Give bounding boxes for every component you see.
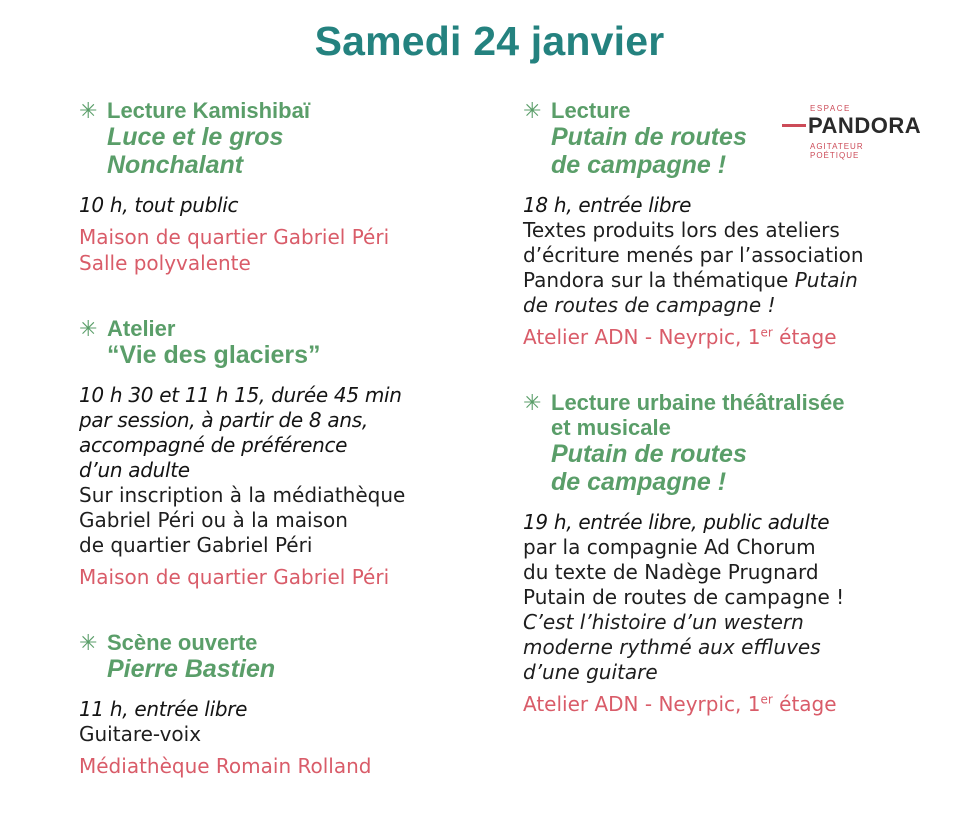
desc-line: moderne rythmé aux effluves bbox=[523, 635, 821, 659]
event-title: Putain de routes bbox=[551, 123, 747, 151]
desc-line: Putain de routes de campagne ! bbox=[523, 585, 845, 609]
place-line: Salle polyvalente bbox=[79, 251, 251, 275]
desc-line: du texte de Nadège Prugnard bbox=[523, 560, 819, 584]
place-line: Maison de quartier Gabriel Péri bbox=[79, 565, 390, 589]
event-time: 19 h, entrée libre, public adulte bbox=[523, 510, 830, 534]
page-title: Samedi 24 janvier bbox=[314, 18, 665, 64]
desc-line: d’écriture menés par l’association bbox=[523, 243, 864, 267]
event-type: Lecture bbox=[551, 98, 631, 123]
desc-line: de routes de campagne ! bbox=[523, 293, 776, 317]
event-time: 18 h, entrée libre bbox=[523, 193, 692, 217]
event-description bbox=[523, 535, 923, 685]
event-type: Scène ouverte bbox=[107, 630, 258, 655]
event-time: 10 h, tout public bbox=[79, 193, 239, 217]
right-column bbox=[523, 98, 923, 717]
event-description: Guitare-voix bbox=[79, 722, 202, 746]
event-place: Atelier ADN - Neyrpic, 1er étage bbox=[523, 325, 837, 349]
event-place: Atelier ADN - Neyrpic, 1er étage bbox=[523, 692, 837, 716]
event-lecture bbox=[523, 98, 923, 350]
desc-line: par la compagnie Ad Chorum bbox=[523, 535, 816, 559]
event-type-continued: et musicale bbox=[551, 415, 671, 440]
desc-line: Gabriel Péri ou à la maison bbox=[79, 508, 348, 532]
event-time bbox=[79, 383, 499, 483]
event-atelier bbox=[79, 316, 499, 590]
event-scene-ouverte bbox=[79, 630, 499, 779]
logo-main-text: PANDORA bbox=[808, 113, 922, 138]
desc-line: Pandora sur la thématique Putain bbox=[523, 268, 858, 292]
event-title: Nonchalant bbox=[107, 151, 244, 179]
star-icon: ✳ bbox=[79, 630, 98, 655]
desc-italic: Putain bbox=[794, 268, 858, 292]
desc-line: Textes produits lors des ateliers bbox=[523, 218, 840, 242]
desc-line: de quartier Gabriel Péri bbox=[79, 533, 313, 557]
event-description bbox=[523, 218, 923, 318]
star-icon: ✳ bbox=[79, 316, 98, 341]
time-line: 10 h 30 et 11 h 15, durée 45 min bbox=[79, 383, 402, 407]
left-column bbox=[79, 98, 499, 819]
star-icon: ✳ bbox=[79, 98, 98, 123]
time-line: d’un adulte bbox=[79, 458, 190, 482]
star-icon: ✳ bbox=[523, 98, 542, 123]
event-type: Lecture urbaine théâtralisée bbox=[551, 390, 845, 415]
place-line: Maison de quartier Gabriel Péri bbox=[79, 225, 390, 249]
event-description bbox=[79, 483, 499, 558]
event-title: de campagne ! bbox=[551, 151, 727, 179]
event-kamishibai bbox=[79, 98, 499, 276]
place-line: Médiathèque Romain Rolland bbox=[79, 754, 372, 778]
event-place bbox=[79, 753, 499, 779]
desc-line: C’est l’histoire d’un western bbox=[523, 610, 804, 634]
event-type: Lecture Kamishibaï bbox=[107, 98, 310, 123]
time-line: accompagné de préférence bbox=[79, 433, 348, 457]
star-icon: ✳ bbox=[523, 390, 542, 415]
desc-line: d’une guitare bbox=[523, 660, 658, 684]
event-time: 11 h, entrée libre bbox=[79, 697, 248, 721]
event-place bbox=[79, 564, 499, 590]
event-title: Pierre Bastien bbox=[107, 655, 276, 683]
event-title: Luce et le gros bbox=[107, 123, 284, 151]
desc-line: Sur inscription à la médiathèque bbox=[79, 483, 406, 507]
event-lecture-urbaine bbox=[523, 390, 923, 717]
logo-top-text: ESPACE bbox=[810, 104, 851, 113]
time-line: par session, à partir de 8 ans, bbox=[79, 408, 368, 432]
event-place bbox=[79, 224, 499, 276]
event-title: Putain de routes bbox=[551, 440, 747, 468]
event-type: Atelier bbox=[107, 316, 176, 341]
event-title: “Vie des glaciers” bbox=[107, 341, 321, 369]
logo-tagline: AGITATEUR POÉTIQUE bbox=[810, 142, 864, 160]
event-title: de campagne ! bbox=[551, 468, 727, 496]
